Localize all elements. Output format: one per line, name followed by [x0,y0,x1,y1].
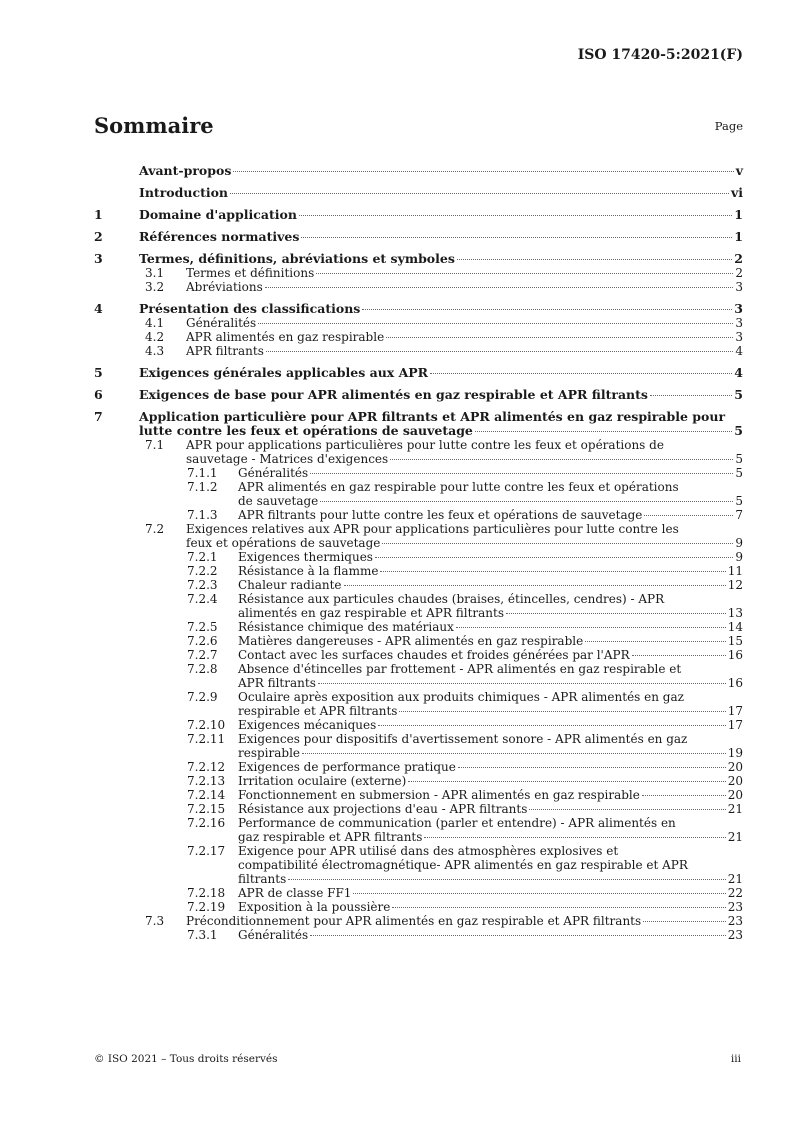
toc-entry-page: 21 [727,872,743,886]
toc-entry[interactable] [94,620,743,634]
toc-entry-page: 1 [734,229,743,244]
toc-entry-title: Contact avec les surfaces chaudes et froides générées par l'APR [238,648,630,662]
toc-entry[interactable] [94,466,743,480]
toc-entry-page: 17 [727,704,743,718]
toc-entry-title: alimentés en gaz respirable et APR filtrants [238,606,504,620]
toc-entry-page: 9 [735,536,743,550]
toc-entry-number: 7.2.11 [187,732,226,746]
toc-entry-number: 3.2 [145,280,165,294]
toc-entry[interactable] [94,388,743,402]
dot-leader [408,781,725,782]
toc-entry-page: 3 [734,301,743,316]
toc-entry[interactable] [94,508,743,522]
footer-page-number: iii [730,1053,741,1065]
toc-entry-title: feux et opérations de sauvetage [186,536,381,550]
toc-entry-number: 5 [94,365,103,380]
toc-entry-page: 11 [727,564,743,578]
toc-entry-title: Exigences pour dispositifs d'avertissement sonore - APR alimentés en gaz [238,732,688,746]
toc-entry-title: Absence d'étincelles par frottement - APR alimentés en gaz respirable et [238,662,682,676]
toc-entry[interactable] [94,760,743,774]
dot-leader [458,767,726,768]
toc-entry-title: APR de classe FF1 [238,886,352,900]
toc-entry-title: Termes, définitions, abréviations et symboles [139,251,455,266]
toc-entry-number: 7.2.8 [187,662,218,676]
page-title: Sommaire [94,113,214,138]
toc-entry-title: APR filtrants [186,344,264,358]
toc-entry-title: Exposition à la poussière [238,900,391,914]
toc-entry[interactable] [94,164,743,178]
toc-entry-title: Exigence pour APR utilisé dans des atmosphères explosives et [238,844,619,858]
toc-entry[interactable] [94,550,743,564]
toc-entry-page: 21 [727,802,743,816]
toc-entry-page: 23 [727,914,743,928]
toc-entry-number: 7.3.1 [187,928,218,942]
toc-entry-title: Résistance à la flamme [238,564,379,578]
toc-entry-title: Résistance aux projections d'eau - APR filtrants [238,802,528,816]
toc-entry-number: 7.3 [145,914,165,928]
toc-entry-number: 7 [94,409,103,424]
toc-entry-title: Exigences relatives aux APR pour applications particulières pour lutte contre les [186,522,679,536]
toc-entry[interactable] [94,480,743,508]
toc-entry-page: 23 [727,928,743,942]
toc-entry[interactable] [94,410,743,438]
toc-entry[interactable] [94,592,743,620]
toc-entry-page: 5 [734,423,743,438]
toc-entry[interactable] [94,900,743,914]
dot-leader [642,795,726,796]
toc-entry-page: 17 [727,718,743,732]
toc-entry-title: Généralités [238,466,309,480]
toc-entry-title: Exigences générales applicables aux APR [139,365,429,380]
dot-leader [288,879,725,880]
toc-entry-number: 7.2.17 [187,844,226,858]
toc-entry-number: 7.1.2 [187,480,218,494]
dot-leader [378,725,725,726]
toc-entry-title: Références normatives [139,229,300,244]
toc-entry-number: 7.2.3 [187,578,218,592]
toc-entry-page: 2 [734,251,743,266]
toc-entry[interactable] [94,634,743,648]
document-id: ISO 17420-5:2021(F) [577,47,743,63]
toc-entry-page: v [735,163,743,178]
toc-entry[interactable] [94,302,743,316]
toc-entry-title: APR filtrants [238,676,316,690]
footer-copyright: © ISO 2021 – Tous droits réservés [94,1053,278,1065]
toc-entry[interactable] [94,802,743,816]
toc-entry[interactable] [94,662,743,690]
dot-leader [529,809,725,810]
toc-entry-title: Résistance aux particules chaudes (braises, étincelles, cendres) - APR [238,592,665,606]
toc-entry-title: Généralités [238,928,309,942]
toc-entry-number: 4.3 [145,344,165,358]
toc-entry-title: compatibilité électromagnétique- APR alimentés en gaz respirable et APR [238,858,688,872]
toc-entry[interactable] [94,648,743,662]
toc-entry-page: 5 [735,494,743,508]
toc-entry-page: 4 [735,344,743,358]
toc-entry-page: 2 [735,266,743,280]
toc-entry-title: APR filtrants pour lutte contre les feux et opérations de sauvetage [238,508,643,522]
toc-entry[interactable] [94,928,743,942]
dot-leader [430,373,732,374]
dot-leader [386,337,733,338]
toc-entry-title: Matières dangereuses - APR alimentés en gaz respirable [238,634,584,648]
toc-entry-number: 6 [94,387,103,402]
toc-entry[interactable] [94,186,743,200]
toc-entry-title: APR alimentés en gaz respirable [186,330,385,344]
dot-leader [506,613,726,614]
toc-entry-number: 4.2 [145,330,165,344]
toc-entry-number: 7.2.1 [187,550,218,564]
dot-leader [362,309,732,310]
toc-entry[interactable] [94,788,743,802]
toc-entry-number: 4 [94,301,103,316]
toc-entry[interactable] [94,564,743,578]
toc-entry-number: 3.1 [145,266,165,280]
toc-entry-number: 7.2.2 [187,564,218,578]
dot-leader [456,627,726,628]
toc-entry-title: APR alimentés en gaz respirable pour lutte contre les feux et opérations [238,480,679,494]
toc-entry-number: 7.2.12 [187,760,226,774]
toc-entry-number: 7.2.18 [187,886,226,900]
toc-entry-number: 7.2.4 [187,592,218,606]
toc-entry[interactable] [94,344,743,358]
toc-entry-page: 14 [727,620,743,634]
toc-entry-title: Résistance chimique des matériaux [238,620,454,634]
toc-entry-title: Termes et définitions [186,266,315,280]
toc-entry[interactable] [94,230,743,244]
toc-entry-title: Exigences de base pour APR alimentés en gaz respirable et APR filtrants [139,387,648,402]
toc-entry-number: 7.2.10 [187,718,226,732]
toc-entry-number: 7.1.1 [187,466,218,480]
dot-leader [302,753,726,754]
toc-entry-page: 20 [727,774,743,788]
toc-entry-page: 13 [727,606,743,620]
dot-leader [382,543,733,544]
dot-leader [299,215,732,216]
toc-entry[interactable] [94,578,743,592]
dot-leader [632,655,726,656]
toc-entry[interactable] [94,732,743,760]
toc-entry[interactable] [94,280,743,294]
toc-entry-page: 1 [734,207,743,222]
dot-leader [265,287,734,288]
toc-entry-number: 1 [94,207,103,222]
toc-entry-number: 7.2.13 [187,774,226,788]
dot-leader [457,259,732,260]
dot-leader [301,237,732,238]
toc-entry[interactable] [94,718,743,732]
page-column-label: Page [714,119,743,133]
toc-entry-number: 7.1.3 [187,508,218,522]
toc-entry[interactable] [94,438,743,466]
toc-entry-title: Exigences de performance pratique [238,760,456,774]
toc-entry-page: 5 [735,452,743,466]
dot-leader [316,273,733,274]
dot-leader [258,323,733,324]
dot-leader [585,641,726,642]
toc-entry-page: 5 [734,387,743,402]
toc-entry-number: 7.2.5 [187,620,218,634]
toc-entry-title: Irritation oculaire (externe) [238,774,407,788]
dot-leader [644,515,733,516]
toc-entry-page: 4 [734,365,743,380]
dot-leader [318,683,726,684]
toc-entry[interactable] [94,690,743,718]
toc-entry-number: 2 [94,229,103,244]
toc-entry-title: Oculaire après exposition aux produits chimiques - APR alimentés en gaz [238,690,684,704]
toc-entry[interactable] [94,316,743,330]
toc-entry-title: Application particulière pour APR filtrants et APR alimentés en gaz respirable pour [139,409,726,424]
toc-entry-title: Généralités [186,316,257,330]
dot-leader [375,557,733,558]
toc-entry-number: 7.2.9 [187,690,218,704]
toc-entry-title: Préconditionnement pour APR alimentés en gaz respirable et APR filtrants [186,914,642,928]
toc-entry-page: 22 [727,886,743,900]
toc-entry-page: 7 [735,508,743,522]
toc-entry-page: 21 [727,830,743,844]
toc-entry-title: APR pour applications particulières pour lutte contre les feux et opérations de [186,438,664,452]
toc-entry-page: 23 [727,900,743,914]
toc-entry-number: 7.2.7 [187,648,218,662]
toc-entry[interactable] [94,330,743,344]
toc-entry-page: 16 [727,676,743,690]
toc-entry-page: 20 [727,760,743,774]
toc-entry-title: de sauvetage [238,494,319,508]
toc-entry-title: Chaleur radiante [238,578,342,592]
toc-entry-title: Présentation des classifications [139,301,361,316]
toc-entry-title: Abréviations [186,280,263,294]
dot-leader [310,473,733,474]
toc-entry[interactable] [94,252,743,266]
toc-entry-page: 9 [735,550,743,564]
toc-entry-page: 3 [735,280,743,294]
toc-entry-title: sauvetage - Matrices d'exigences [186,452,389,466]
dot-leader [310,935,726,936]
toc-entry-title: Introduction [139,185,229,200]
toc-entry[interactable] [94,774,743,788]
toc-entry-title: Performance de communication (parler et entendre) - APR alimentés en [238,816,676,830]
toc-entry[interactable] [94,208,743,222]
toc-entry-page: 12 [727,578,743,592]
toc-entry-number: 7.2.14 [187,788,226,802]
toc-entry-title: gaz respirable et APR filtrants [238,830,423,844]
toc-entry-number: 3 [94,251,103,266]
toc-entry-title: respirable et APR filtrants [238,704,398,718]
toc-entry-title: lutte contre les feux et opérations de sauvetage [139,423,473,438]
toc-entry-number: 7.1 [145,438,165,452]
toc-entry-title: Fonctionnement en submersion - APR alimentés en gaz respirable [238,788,640,802]
toc-entry[interactable] [94,844,743,886]
toc-entry-page: 3 [735,330,743,344]
toc-entry-number: 7.2.15 [187,802,226,816]
toc-entry-title: Exigences mécaniques [238,718,377,732]
dot-leader [230,193,729,194]
dot-leader [233,171,733,172]
dot-leader [353,893,725,894]
dot-leader [344,585,726,586]
dot-leader [392,907,725,908]
dot-leader [643,921,726,922]
toc-entry-page: 15 [727,634,743,648]
toc-entry-number: 4.1 [145,316,165,330]
toc-entry-page: 20 [727,788,743,802]
dot-leader [475,431,732,432]
dot-leader [390,459,733,460]
dot-leader [266,351,734,352]
toc-entry[interactable] [94,886,743,900]
dot-leader [650,395,732,396]
toc-entry-number: 7.2.16 [187,816,226,830]
toc-entry-page: 5 [735,466,743,480]
toc-entry-title: Avant-propos [139,163,232,178]
toc-entry[interactable] [94,366,743,380]
toc-entry-page: vi [730,185,743,200]
toc-entry-number: 7.2 [145,522,165,536]
toc-entry-title: Domaine d'application [139,207,297,222]
toc-entry[interactable] [94,914,743,928]
table-of-contents [94,156,743,942]
dot-leader [399,711,725,712]
toc-entry-title: filtrants [238,872,287,886]
toc-entry-page: 16 [727,648,743,662]
toc-entry-page: 3 [735,316,743,330]
dot-leader [380,571,725,572]
dot-leader [320,501,733,502]
toc-entry-page: 19 [727,746,743,760]
toc-entry[interactable] [94,816,743,844]
toc-entry-title: respirable [238,746,301,760]
toc-entry[interactable] [94,266,743,280]
toc-entry-number: 7.2.19 [187,900,226,914]
dot-leader [424,837,725,838]
toc-entry[interactable] [94,522,743,550]
toc-entry-title: Exigences thermiques [238,550,373,564]
toc-entry-number: 7.2.6 [187,634,218,648]
